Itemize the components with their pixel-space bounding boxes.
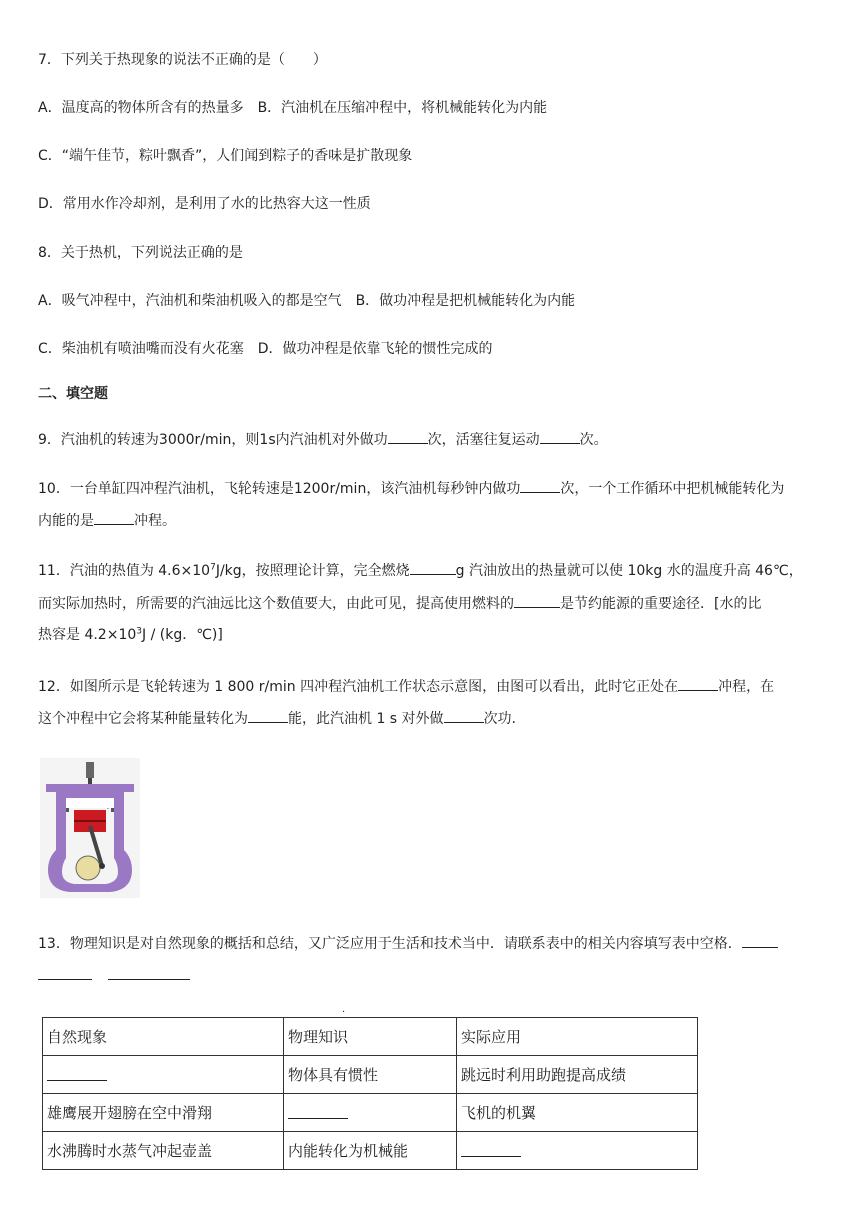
q8-stem: 8．关于热机，下列说法正确的是 [38, 245, 243, 261]
q12-text-1: 12．如图所示是飞轮转速为 1 800 r/min 四冲程汽油机工作状态示意图，由图可以看出，此时它正处在 [38, 679, 679, 695]
table-cell-blank[interactable] [284, 1094, 457, 1132]
q9-text-2: 次，活塞往复运动 [427, 432, 540, 448]
q12-text-4: 能，此汽油机 1 s 对外做 [288, 711, 444, 727]
q8-options-cd: C．柴油机有喷油嘴而没有火花塞 D．做功冲程是依靠飞轮的惯性完成的 [38, 341, 493, 357]
q9-blank-1[interactable] [388, 428, 428, 444]
table-cell: 雄鹰展开翅膀在空中滑翔 [43, 1094, 284, 1132]
q11-text-1: 11．汽油的热值为 4.6×10 [38, 563, 211, 579]
table-cell: 跳远时利用助跑提高成绩 [457, 1056, 698, 1094]
table-cell: 水沸腾时水蒸气冲起壶盖 [43, 1132, 284, 1170]
table-header-cell: 实际应用 [457, 1018, 698, 1056]
q10-blank-1[interactable] [520, 477, 560, 493]
blank-line [288, 1103, 348, 1119]
q12-line-2 [38, 707, 516, 729]
q10-line-1 [38, 477, 784, 499]
q12-text-2: 冲程，在 [718, 679, 775, 695]
crank-pin [99, 863, 105, 869]
q13-line-2 [38, 964, 190, 986]
q11-exponent-1: 7 [210, 562, 216, 573]
q13-line-1 [38, 932, 778, 954]
q12-blank-1[interactable] [678, 675, 718, 691]
blank-line [461, 1141, 521, 1157]
q10-text-3: 内能的是 [38, 513, 94, 529]
table-cell: 物体具有惯性 [284, 1056, 457, 1094]
q11-line-1 [38, 559, 803, 581]
q7-options-ab: A．温度高的物体所含有的热量多 B．汽油机在压缩冲程中，将机械能转化为内能 [38, 100, 548, 116]
section-heading: 二、填空题 [38, 386, 108, 402]
q13-blank-1a[interactable] [742, 932, 778, 948]
q12-line-1 [38, 675, 774, 697]
q11-exponent-2: 3 [136, 626, 142, 637]
table-header-row [43, 1018, 698, 1056]
q11-text-6: 热容是 4.2×10 [38, 627, 137, 643]
q13-stem: 13．物理知识是对自然现象的概括和总结，又广泛应用于生活和技术当中．请联系表中的相关内容填写表中空格． [38, 936, 742, 952]
table-header-cell: 自然现象 [43, 1018, 284, 1056]
q13-blank-1b[interactable] [38, 964, 92, 980]
table-cell-blank[interactable] [457, 1132, 698, 1170]
knowledge-table [42, 1017, 698, 1170]
stray-dot: . [342, 1004, 346, 1015]
q11-line-3 [38, 625, 223, 645]
spark-plug-tip [88, 778, 92, 784]
q8-options-ab: A．吸气冲程中，汽油机和柴油机吸入的都是空气 B．做功冲程是把机械能转化为内能 [38, 293, 576, 309]
q10-blank-2[interactable] [94, 509, 134, 525]
q11-text-7: J / (kg．℃)] [142, 627, 223, 643]
q7-option-d: D．常用水作冷却剂，是利用了水的比热容大这一性质 [38, 196, 371, 212]
q11-text-4: 而实际加热时，所需要的汽油远比这个数值要大，由此可见，提高使用燃料的 [38, 596, 514, 612]
q12-blank-2[interactable] [248, 707, 288, 723]
q9-blank-2[interactable] [540, 428, 580, 444]
table-cell-blank[interactable] [43, 1056, 284, 1094]
q11-text-2: J/kg，按照理论计算，完全燃烧 [215, 563, 410, 579]
table-row [43, 1132, 698, 1170]
q11-text-5: 是节约能源的重要途径．[水的比 [560, 596, 762, 612]
blank-line [47, 1065, 107, 1081]
q11-blank-2[interactable] [514, 592, 560, 608]
q7-stem: 7．下列关于热现象的说法不正确的是（ ） [38, 52, 327, 68]
q12-blank-3[interactable] [444, 707, 484, 723]
engine-diagram [40, 758, 140, 898]
table-header-cell: 物理知识 [284, 1018, 457, 1056]
q12-text-3: 这个冲程中它会将某种能量转化为 [38, 711, 248, 727]
table-row [43, 1094, 698, 1132]
table-cell: 飞机的机翼 [457, 1094, 698, 1132]
q9 [38, 428, 608, 450]
q10-line-2 [38, 509, 176, 531]
spark-plug [86, 762, 94, 778]
q13-blank-2[interactable] [108, 964, 190, 980]
q10-text-2: 次，一个工作循环中把机械能转化为 [560, 481, 785, 497]
q11-text-3: g 汽油放出的热量就可以使 10kg 水的温度升高 46℃， [455, 563, 803, 579]
q11-blank-1[interactable] [410, 559, 456, 575]
table-row [43, 1056, 698, 1094]
combustion-chamber [66, 798, 114, 808]
q10-text-4: 冲程。 [134, 513, 176, 529]
piston-ring [74, 820, 106, 822]
crankshaft [76, 856, 100, 880]
q12-text-5: 次功. [483, 711, 517, 727]
q10-text-1: 10．一台单缸四冲程汽油机，飞轮转速是1200r/min，该汽油机每秒钟内做功 [38, 481, 521, 497]
q11-line-2 [38, 592, 761, 614]
q9-text-3: 次。 [579, 432, 608, 448]
q7-option-c: C．“端午佳节，粽叶飘香”，人们闻到粽子的香味是扩散现象 [38, 148, 413, 164]
q9-text-1: 9．汽油机的转速为3000r/min，则1s内汽油机对外做功 [38, 432, 388, 448]
table-cell: 内能转化为机械能 [284, 1132, 457, 1170]
